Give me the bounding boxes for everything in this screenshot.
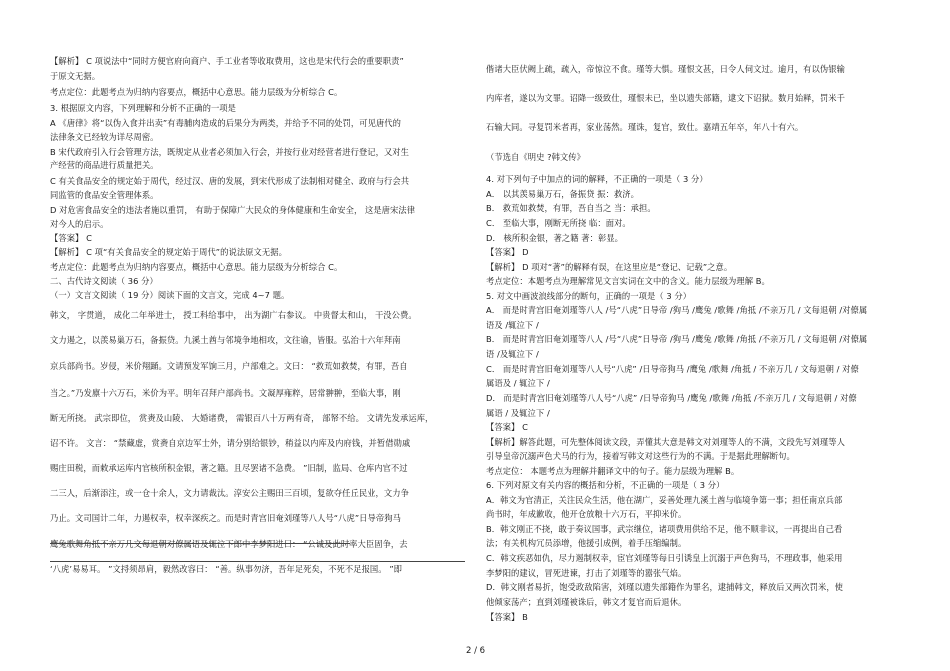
text-line: 韩文， 字贯道， 成化二年举进士， 授工科给事中， 出为湖广右参议。 中贵督太和山， 干没公费。 — [50, 310, 417, 320]
text-line: 法；有关机构冗员添增，他援引成例，着手压缩编制。 — [486, 538, 687, 548]
text-line: 乃止。文司国计二年，力遏权幸，权幸深疾之。而是时青宫旧奄刘瑾等八人号“八虎”日导帝狗马 — [50, 513, 401, 523]
text-line: 诏不许。 文言： “禁藏虚，赏赉自京边军士外，请分别给银钞，稍益以内库及内府钱，并暂借勋戚 — [50, 438, 411, 448]
text-line: 于原文无据。 — [50, 71, 101, 81]
text-line: 鹰兔歌舞角抵不亲万几文每退朝对僚属语及辄泣下郎中李梦阳进曰： “公诚及此时率大臣固争，去 — [50, 539, 408, 549]
text-line: 偕诸大臣伏阙上疏，疏入，帝惊泣不食。瑾等大惧。瑾恨文甚，日令人伺文过。逾月，有以伪银输 — [486, 64, 845, 74]
text-line: 语 /及辄泣下 / — [486, 349, 539, 359]
text-line: B．韩文刚正不挠，敢于奏议国事，武宗继位，诸项费用供给不足，他不顺非议，一再提出自己看 — [486, 524, 843, 534]
text-line: 5. 对文中画波浪线部分的断句，正确的一项是（ 3 分） — [486, 291, 692, 301]
text-line: 6. 下列对原文有关内容的概括和分析，不正确的一项是（ 3 分） — [486, 480, 725, 490]
text-line: 3. 根据原文内容，下列理解和分析不正确的一项是 — [50, 103, 236, 113]
text-line: A 《唐律》将“以伪入食并出卖”有毒脯肉造成的后果分为两类，并给予不同的处罚，可见唐代的 — [50, 118, 401, 128]
text-line: 二、古代诗文阅读（ 36 分） — [50, 276, 158, 286]
text-line: B 宋代政府引入行会管理方法，既规定从业者必须加入行会，并按行业对经营者进行登记，又对生 — [50, 147, 410, 157]
text-line: 当之。”乃发廪十六万石，米价为平。明年召拜户部尚书。文凝厚雍粹，居常翀翀，至临大事，刚 — [50, 388, 401, 398]
wavy-underline-1 — [50, 543, 350, 544]
text-line: C 有关食品安全的规定始于周代，经过汉、唐的发展，到宋代形成了法制相对健全、政府与行会共 — [50, 176, 410, 186]
text-line: 考点定位：本题考点为理解常见文言实词在文中的含义。能力层级为理解 B。 — [486, 276, 770, 286]
text-line: 尚书时，年成歉收，他开仓放粮十六万石，平抑米价。 — [486, 509, 687, 519]
text-line: 【答案】 C — [50, 233, 92, 243]
text-line: 【解析】解答此题，可先整体阅读文段，弄懂其大意是韩文对刘瑾等人的不满，文段先写刘瑾等人 — [486, 437, 845, 447]
text-line: 属语 / 及辄泣下 / — [486, 408, 550, 418]
text-line: 【答案】 D — [486, 247, 529, 257]
text-line: 【解析】 D 项对“著”的解释有误，在这里应是“登记、记载”之意。 — [486, 262, 733, 272]
page-number: 2 / 6 — [466, 646, 486, 656]
text-line: 属语及 / 辄泣下 / — [486, 378, 550, 388]
text-line: D 对危害食品安全的违法者施以重罚， 有助于保障广大民众的身体健康和生命安全， 这是唐宋法律 — [50, 205, 416, 215]
text-line: C．韩文疾恶如仇，尽力遏制权幸，宦官刘瑾等每日引诱皇上沉溺于声色狗马，不理政事，他采用 — [486, 553, 843, 563]
text-line: （节选自《明史 ?韩文传》 — [486, 152, 585, 162]
text-line: 他倾家荡产；直到刘瑾被诛后，韩文才复官而后退休。 — [486, 597, 687, 607]
text-line: C． 至临大事，刚断无所挠 临：面对。 — [486, 218, 631, 228]
text-line: 【解析】 C 项“有关食品安全的规定始于周代”的说法原文无据。 — [50, 247, 287, 257]
text-line: 同监管的食品安全管理体系。 — [50, 190, 159, 200]
wavy-underline-2 — [50, 561, 465, 562]
text-line: 断无所挠。 武宗即位， 赏赉及山陵、 大婚诸费， 需银百八十万两有奇， 部帑不给。 文请先发承运库， — [50, 413, 434, 423]
text-line: C． 而是时青宫旧奄刘瑾等八人号“八虎” /日导帝狗马 /鹰兔 /歌舞 /角抵 / 不亲万几 / 文每退朝 / 对僚 — [486, 364, 859, 374]
text-line: 文力遏之，以羡易巢万石，备振贷。九溪土酋与邻境争地相攻，文往谕，皆服。弘治十六年拜南 — [50, 335, 401, 345]
text-line: A． 以其羡易巢万石，备振贷 振：救济。 — [486, 189, 639, 199]
text-line: 石输大同。寻复罚米者再，家业荡然。瑾诛，复官，致仕。嘉靖五年卒，年八十有六。 — [486, 122, 804, 132]
text-line: A．韩文为官清正，关注民众生活，他在湖广，妥善处理九溪土酋与临境争第一事；担任南京兵部 — [486, 495, 843, 505]
text-line: 考点定位： 本题考点为理解并翻译文中的句子。能力层级为理解 B。 — [486, 466, 740, 476]
text-line: 对今人的启示。 — [50, 219, 109, 229]
text-line: （一）文言文阅读（ 19 分）阅读下面的文言文，完成 4~7 题。 — [50, 290, 290, 300]
text-line: 【答案】 C — [486, 422, 528, 432]
text-line: D． 核所积金银，著之籍 著：彰显。 — [486, 233, 624, 243]
text-line: 内库者，遂以为文罪。诏降一级致仕，瑾恨未已，坐以遗失部籍，逮文下诏狱。数月始释，罚米千 — [486, 93, 845, 103]
text-line: ‘八虎’易易耳。 ”文捋须昂肩，毅然改容曰： “善。纵事勿济，吾年足死矣，不死不足报国。 ”即 — [50, 564, 403, 574]
text-line: D．韩文刚者易折，饱受政敌陷害，刘瑾以遗失部籍作为罪名，逮捕韩文，释放后又两次罚米，使 — [486, 582, 844, 592]
text-line: 考点定位：此题考点为归纳内容要点，概括中心意思。能力层级为分析综合 C。 — [50, 262, 343, 272]
text-line: 引导皇帝沉溺声色犬马的行为，接着写韩文对这些行为的不满。于是据此理解断句。 — [486, 451, 795, 461]
text-line: 【解析】 C 项说法中“同时方便官府向商户、手工业者等收取费用，这也是宋代行会的重要职责” — [50, 56, 404, 66]
text-line: 法律条文已经较为详尽周密。 — [50, 132, 159, 142]
text-line: D． 而是时青宫旧奄刘瑾等八人号“八虎” /日导帝狗马 /鹰兔 /歌舞 /角抵 /不亲万几 / 文每退朝 / 对僚 — [486, 393, 857, 403]
text-line: 产经营的商品进行质量把关。 — [50, 160, 159, 170]
text-line: 语及 /辄泣下 / — [486, 320, 539, 330]
text-line: B． 救荒如救焚，有罪，吾自当之 当：承担。 — [486, 203, 656, 213]
text-line: 4. 对下列句子中加点的词的解释，不正确的一项是（ 3 分） — [486, 174, 708, 184]
text-line: 赐庄田税，而敕承运库内官核所积金银，著之籍。且尽罢诸不急费。 ”旧制，监局、仓库内官不过 — [50, 463, 408, 473]
text-line: 京兵部尚书。岁侵，米价翔踊。文请预发军饷三月，户部难之。文曰： “救荒如救焚，有罪，吾自 — [50, 361, 408, 371]
text-line: B． 而是时青宫旧奄刘瑾等八人 /号“八虎”日导帝 /狗马 /鹰兔 /歌舞 /角抵 /不亲万几 / 文每退朝 /对僚属 — [486, 334, 868, 344]
text-line: 考点定位：此题考点为归纳内容要点，概括中心意思。能力层级为分析综合 C。 — [50, 87, 343, 97]
text-line: 【答案】 B — [486, 612, 528, 622]
text-line: 二三人，后渐添注，或一仓十余人，文力请裁汰。淳安公主赐田三百顷，复欲夺任丘民业，文力争 — [50, 488, 409, 498]
text-line: 李梦阳的建议，冒死进谏，打击了刘瑾等的嚣张气焰。 — [486, 568, 687, 578]
text-line: A． 而是时青宫旧奄刘瑾等八人 /号“八虎”日导帝 /狗马 /鹰兔 /歌舞 /角抵 /不亲万几 / 文每退朝 /对僚属 — [486, 305, 868, 315]
